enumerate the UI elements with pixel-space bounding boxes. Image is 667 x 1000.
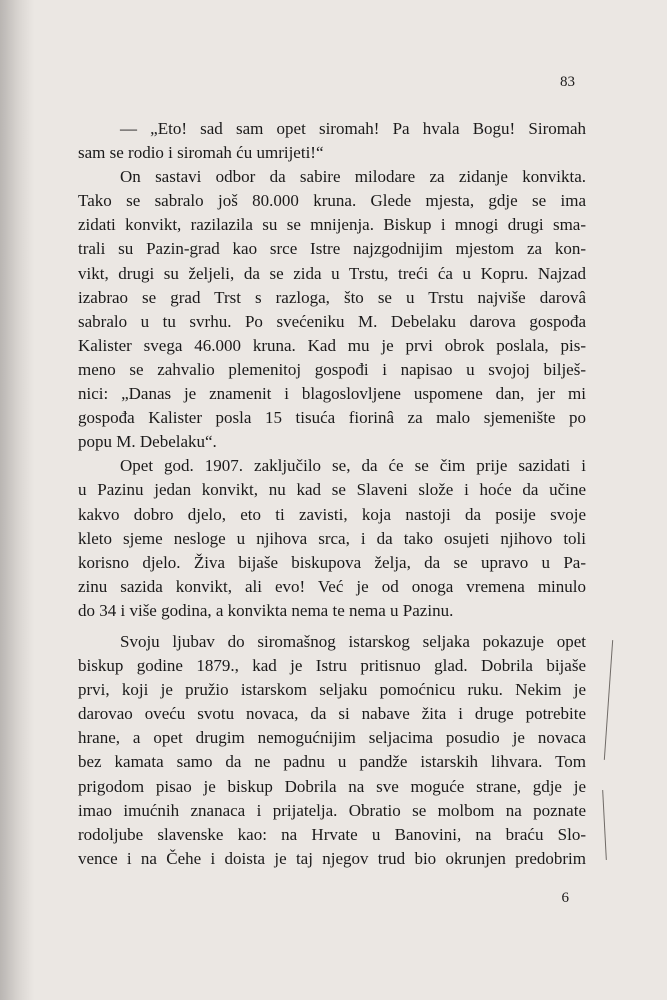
paragraph-3: [78, 454, 586, 623]
text-line: nici: „Danas je znamenit i blagoslovljene uspomene dan, jer mi: [78, 384, 586, 404]
paragraph-1: [78, 117, 586, 165]
text-line: On sastavi odbor da sabire milodare za zidanje konvikta.: [120, 167, 586, 187]
text-line: trali su Pazin-grad kao srce Istre najzgodnijim mjestom za kon-: [78, 239, 586, 259]
text-line: darovao oveću svotu novaca, da si nabave žita i druge potrebite: [78, 704, 586, 724]
text-line: kleto sjeme nesloge u njihova srca, i da tako osujeti njihovo toli: [78, 528, 586, 548]
text-line: korisno djelo. Živa bijaše biskupova želja, da se upravo u Pa-: [78, 552, 586, 572]
text-line: — „Eto! sad sam opet siromah! Pa hvala Bogu! Siromah: [120, 119, 586, 138]
text-line: popu M. Debelaku“.: [78, 432, 217, 452]
text-line: gospođa Kalister posla 15 tisuća fiorinâ za malo sjemenište po: [78, 408, 586, 428]
text-line: prigodom pisao je biskup Dobrila na sve moguće strane, gdje je: [78, 776, 586, 796]
paragraph-gap: [78, 623, 586, 630]
text-line: u Pazinu jedan konvikt, nu kad se Slaveni slože i hoće da učine: [78, 480, 586, 500]
text-line: sam se rodio i siromah ću umrijeti!“: [78, 143, 324, 163]
text-line: zinu sazida konvikt, ali evo! Već je od onoga vremena minulo: [78, 576, 586, 596]
margin-pencil-mark: [602, 790, 607, 860]
text-line: zidati konvikt, razilazila su se mnijenja. Biskup i mnogi drugi sma-: [78, 215, 586, 235]
paragraph-2: [78, 165, 586, 454]
text-line: rodoljube slavenske kao: na Hrvate u Banovini, na braću Slo-: [78, 824, 586, 844]
text-line: vikt, drugi su željeli, da se zida u Trstu, treći ća u Kopru. Najzad: [78, 263, 586, 283]
paragraph-4: [78, 630, 586, 871]
margin-pencil-mark: [604, 640, 613, 760]
page-number-top: 83: [560, 74, 575, 90]
text-line: vence i na Čehe i doista je taj njegov trud bio okrunjen predobrim: [78, 848, 586, 868]
text-line: kakvo dobro djelo, eto ti zavisti, koja nastoji da posije svoje: [78, 504, 586, 524]
body-text: [78, 117, 586, 871]
text-line: biskup godine 1879., kad je Istru pritisnuo glad. Dobrila bijaše: [78, 656, 586, 676]
text-line: meno se zahvalio plemenitoj gospođi i napisao u svojoj bilješ-: [78, 359, 586, 379]
text-line: hrane, a opet drugim nemogućnijim seljacima posudio je novaca: [78, 728, 586, 748]
text-line: Svoju ljubav do siromašnog istarskog seljaka pokazuje opet: [120, 631, 586, 651]
text-line: imao imućnih znanaca i prijatelja. Obratio se molbom na poznate: [78, 800, 586, 820]
text-line: Tako se sabralo još 80.000 kruna. Glede mjesta, gdje se ima: [78, 191, 586, 211]
text-line: izabrao se grad Trst s razloga, što se u Trstu najviše darovâ: [78, 287, 586, 307]
text-line: Opet god. 1907. zaključilo se, da će se čim prije sazidati i: [120, 456, 586, 476]
page-number-bottom: 6: [561, 890, 569, 906]
page-gutter-shadow: [0, 0, 34, 1000]
text-line: sabralo u tu svrhu. Po svećeniku M. Debelaku darova gospođa: [78, 311, 586, 331]
text-line: bez kamata samo da ne padnu u pandže istarskih lihvara. Tom: [78, 752, 586, 772]
text-line: do 34 i više godina, a konvikta nema te nema u Pazinu.: [78, 600, 454, 620]
text-line: Kalister svega 46.000 kruna. Kad mu je prvi obrok poslala, pis-: [78, 335, 586, 355]
text-line: prvi, koji je pružio istarskom seljaku pomoćnicu ruku. Nekim je: [78, 680, 586, 700]
